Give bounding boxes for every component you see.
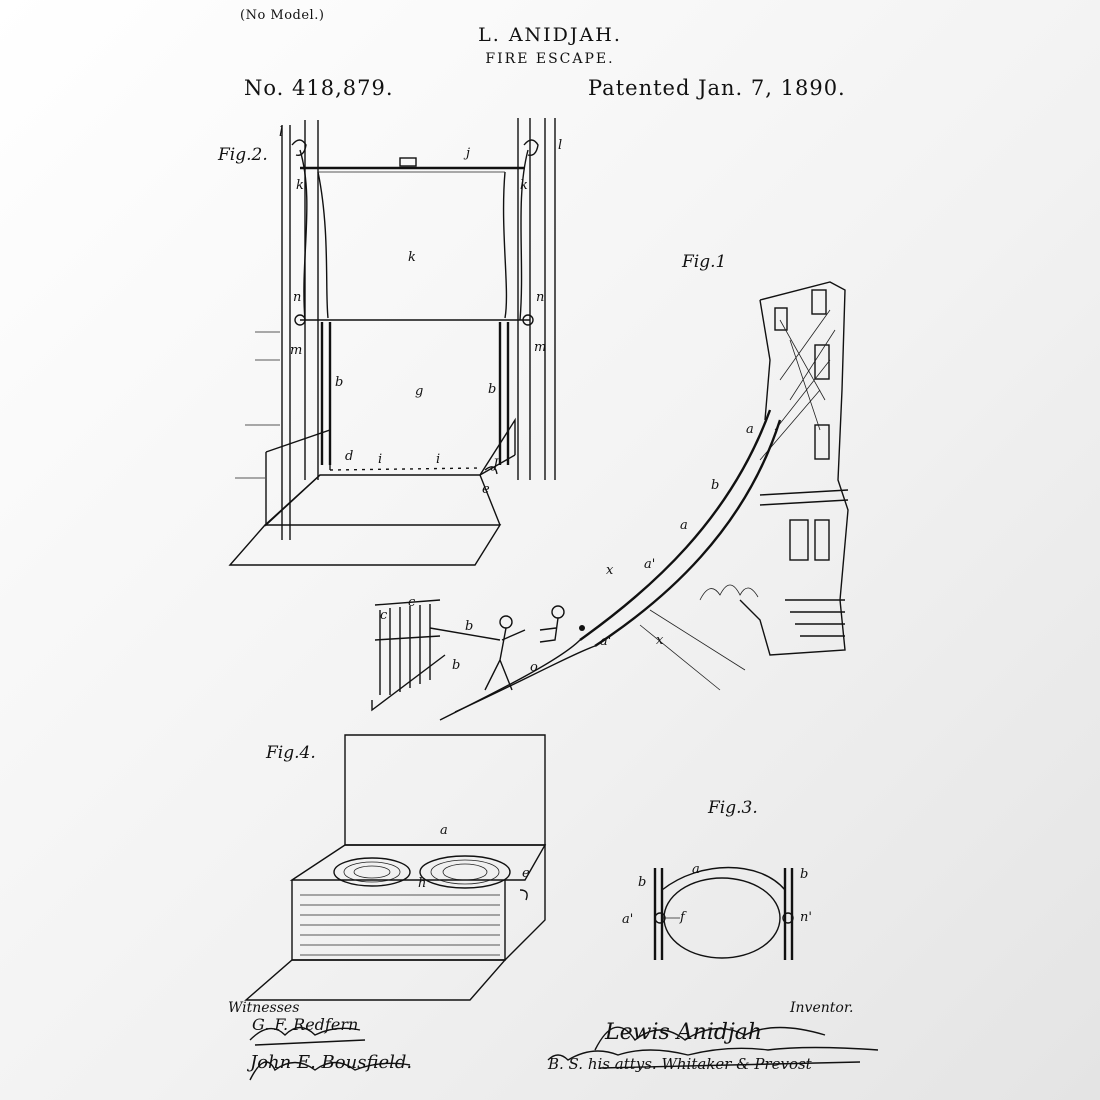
- ref-letter: b: [800, 867, 809, 882]
- ref-letter: k: [520, 178, 528, 193]
- ref-letter: m: [290, 343, 303, 358]
- fig1-drawing: [372, 282, 848, 720]
- inventor-signature: Lewis Anidjah: [605, 1020, 763, 1045]
- ref-letter: b: [488, 382, 497, 397]
- ref-letter: l: [279, 125, 284, 140]
- fig3-drawing: [655, 868, 793, 961]
- fig2-label: Fig.2.: [218, 145, 268, 165]
- no-model-note: (No Model.): [240, 8, 325, 23]
- ref-letter: g: [415, 384, 424, 399]
- ref-letter: n': [800, 910, 812, 925]
- ref-letter: h: [418, 876, 427, 891]
- witnesses-label: Witnesses: [228, 1000, 300, 1016]
- ref-letter: a': [622, 912, 634, 927]
- ref-letter: k: [408, 250, 416, 265]
- ref-letter: j: [466, 146, 471, 161]
- ref-letter: a': [600, 634, 612, 649]
- fig4-label: Fig.4.: [266, 743, 316, 763]
- ref-letter: a: [692, 862, 700, 877]
- ref-letter: k: [296, 178, 304, 193]
- patent-title: FIRE ESCAPE.: [485, 51, 615, 67]
- ref-letter: f: [680, 910, 685, 925]
- ref-letter: n: [293, 290, 302, 305]
- ref-letter: i: [436, 452, 441, 467]
- inventor-name: L. ANIDJAH.: [478, 24, 622, 46]
- ref-letter: a: [680, 518, 688, 533]
- ref-letter: i: [378, 452, 383, 467]
- ref-letter: e: [482, 482, 490, 497]
- ref-letter: n: [536, 290, 545, 305]
- ref-letter: d: [345, 449, 354, 464]
- ref-letter: a: [440, 823, 448, 838]
- ref-letter: l: [558, 138, 563, 153]
- ref-letter: a': [644, 557, 656, 572]
- ref-letter: b: [452, 658, 461, 673]
- ref-letter: m: [534, 340, 547, 355]
- ref-letter: c: [380, 608, 388, 623]
- ref-letter: x: [606, 563, 614, 578]
- ref-letter: b: [335, 375, 344, 390]
- fig1-label: Fig.1: [682, 252, 727, 272]
- fig2-drawing: [230, 118, 555, 565]
- ref-letter: J: [493, 457, 499, 472]
- ref-letter: b: [711, 478, 720, 493]
- attorneys-signature: B. S. his attys. Whitaker & Prevost: [548, 1055, 812, 1073]
- witness-2-signature: John E. Bousfield.: [250, 1052, 413, 1073]
- fig3-label: Fig.3.: [708, 798, 758, 818]
- patent-date: Patented Jan. 7, 1890.: [588, 76, 846, 100]
- inventor-label: Inventor.: [790, 1000, 854, 1016]
- ref-letter: a: [746, 422, 754, 437]
- witness-1-signature: G. F. Redfern: [252, 1015, 359, 1034]
- fig4-drawing: [246, 735, 545, 1000]
- ref-letter: o: [530, 660, 538, 675]
- ref-letter: b: [465, 619, 474, 634]
- ref-letter: b: [638, 875, 647, 890]
- ref-letter: x: [656, 633, 664, 648]
- ref-letter: c: [408, 595, 416, 610]
- patent-number: No. 418,879.: [244, 76, 394, 100]
- ref-letter: e: [522, 866, 530, 881]
